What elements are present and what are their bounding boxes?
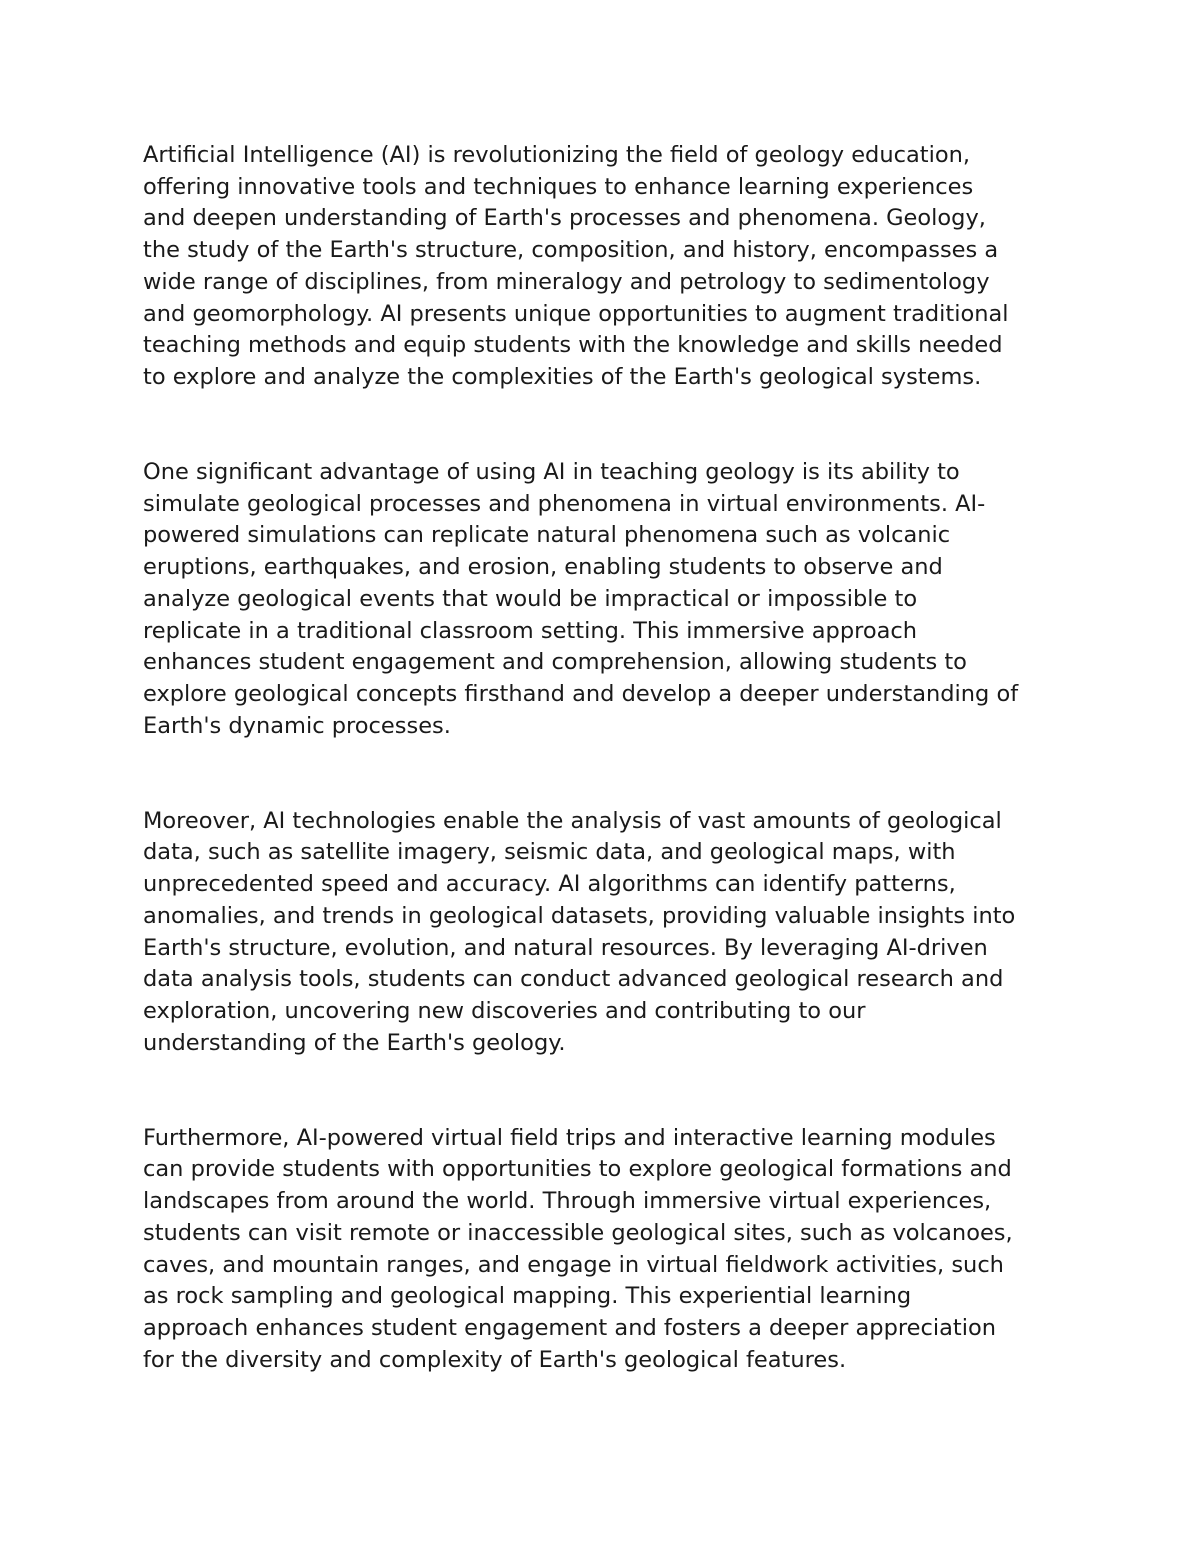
paragraph-field-trips [143,1123,1073,1377]
text-line: anomalies, and trends in geological datasets, providing valuable insights into [143,902,1016,929]
text-line: to explore and analyze the complexities of the Earth's geological systems. [143,363,982,390]
text-line: approach enhances student engagement and fosters a deeper appreciation [143,1314,996,1341]
text-line: exploration, uncovering new discoveries and contributing to our [143,997,866,1024]
text-line: for the diversity and complexity of Earth's geological features. [143,1346,847,1373]
paragraph-simulations [143,457,1073,742]
text-line: enhances student engagement and comprehension, allowing students to [143,649,967,676]
text-line: data analysis tools, students can conduct advanced geological research and [143,966,1004,993]
text-line: offering innovative tools and techniques to enhance learning experiences [143,173,974,200]
text-line: the study of the Earth's structure, composition, and history, encompasses a [143,237,999,264]
text-line: caves, and mountain ranges, and engage in virtual fieldwork activities, such [143,1251,1004,1278]
text-line: eruptions, earthquakes, and erosion, enabling students to observe and [143,554,943,581]
text-line: simulate geological processes and phenomena in virtual environments. AI- [143,490,986,517]
text-line: can provide students with opportunities to explore geological formations and [143,1156,1012,1183]
text-line: replicate in a traditional classroom setting. This immersive approach [143,617,918,644]
text-line: analyze geological events that would be impractical or impossible to [143,585,918,612]
text-line: teaching methods and equip students with the knowledge and skills needed [143,332,1003,359]
text-line: Furthermore, AI-powered virtual field trips and interactive learning modules [143,1124,996,1151]
text-line: unprecedented speed and accuracy. AI algorithms can identify patterns, [143,871,956,898]
document-body [143,140,1073,1440]
paragraph-intro [143,140,1073,394]
text-line: understanding of the Earth's geology. [143,1029,566,1056]
text-line: Moreover, AI technologies enable the analysis of vast amounts of geological [143,807,1002,834]
text-line: powered simulations can replicate natural phenomena such as volcanic [143,522,951,549]
text-line: One significant advantage of using AI in teaching geology is its ability to [143,459,960,486]
text-line: Artificial Intelligence (AI) is revolutionizing the field of geology education, [143,142,970,168]
paragraph-data-analysis [143,806,1073,1060]
text-line: data, such as satellite imagery, seismic data, and geological maps, with [143,839,956,866]
text-line: and geomorphology. AI presents unique opportunities to augment traditional [143,300,1009,327]
text-line: landscapes from around the world. Through immersive virtual experiences, [143,1188,992,1215]
text-line: explore geological concepts firsthand and develop a deeper understanding of [143,680,1019,707]
text-line: students can visit remote or inaccessible geological sites, such as volcanoes, [143,1219,1013,1246]
text-line: Earth's dynamic processes. [143,712,451,739]
text-line: Earth's structure, evolution, and natural resources. By leveraging AI-driven [143,934,988,961]
text-line: as rock sampling and geological mapping. This experiential learning [143,1283,912,1310]
text-line: wide range of disciplines, from mineralogy and petrology to sedimentology [143,268,990,295]
text-line: and deepen understanding of Earth's processes and phenomena. Geology, [143,205,986,232]
